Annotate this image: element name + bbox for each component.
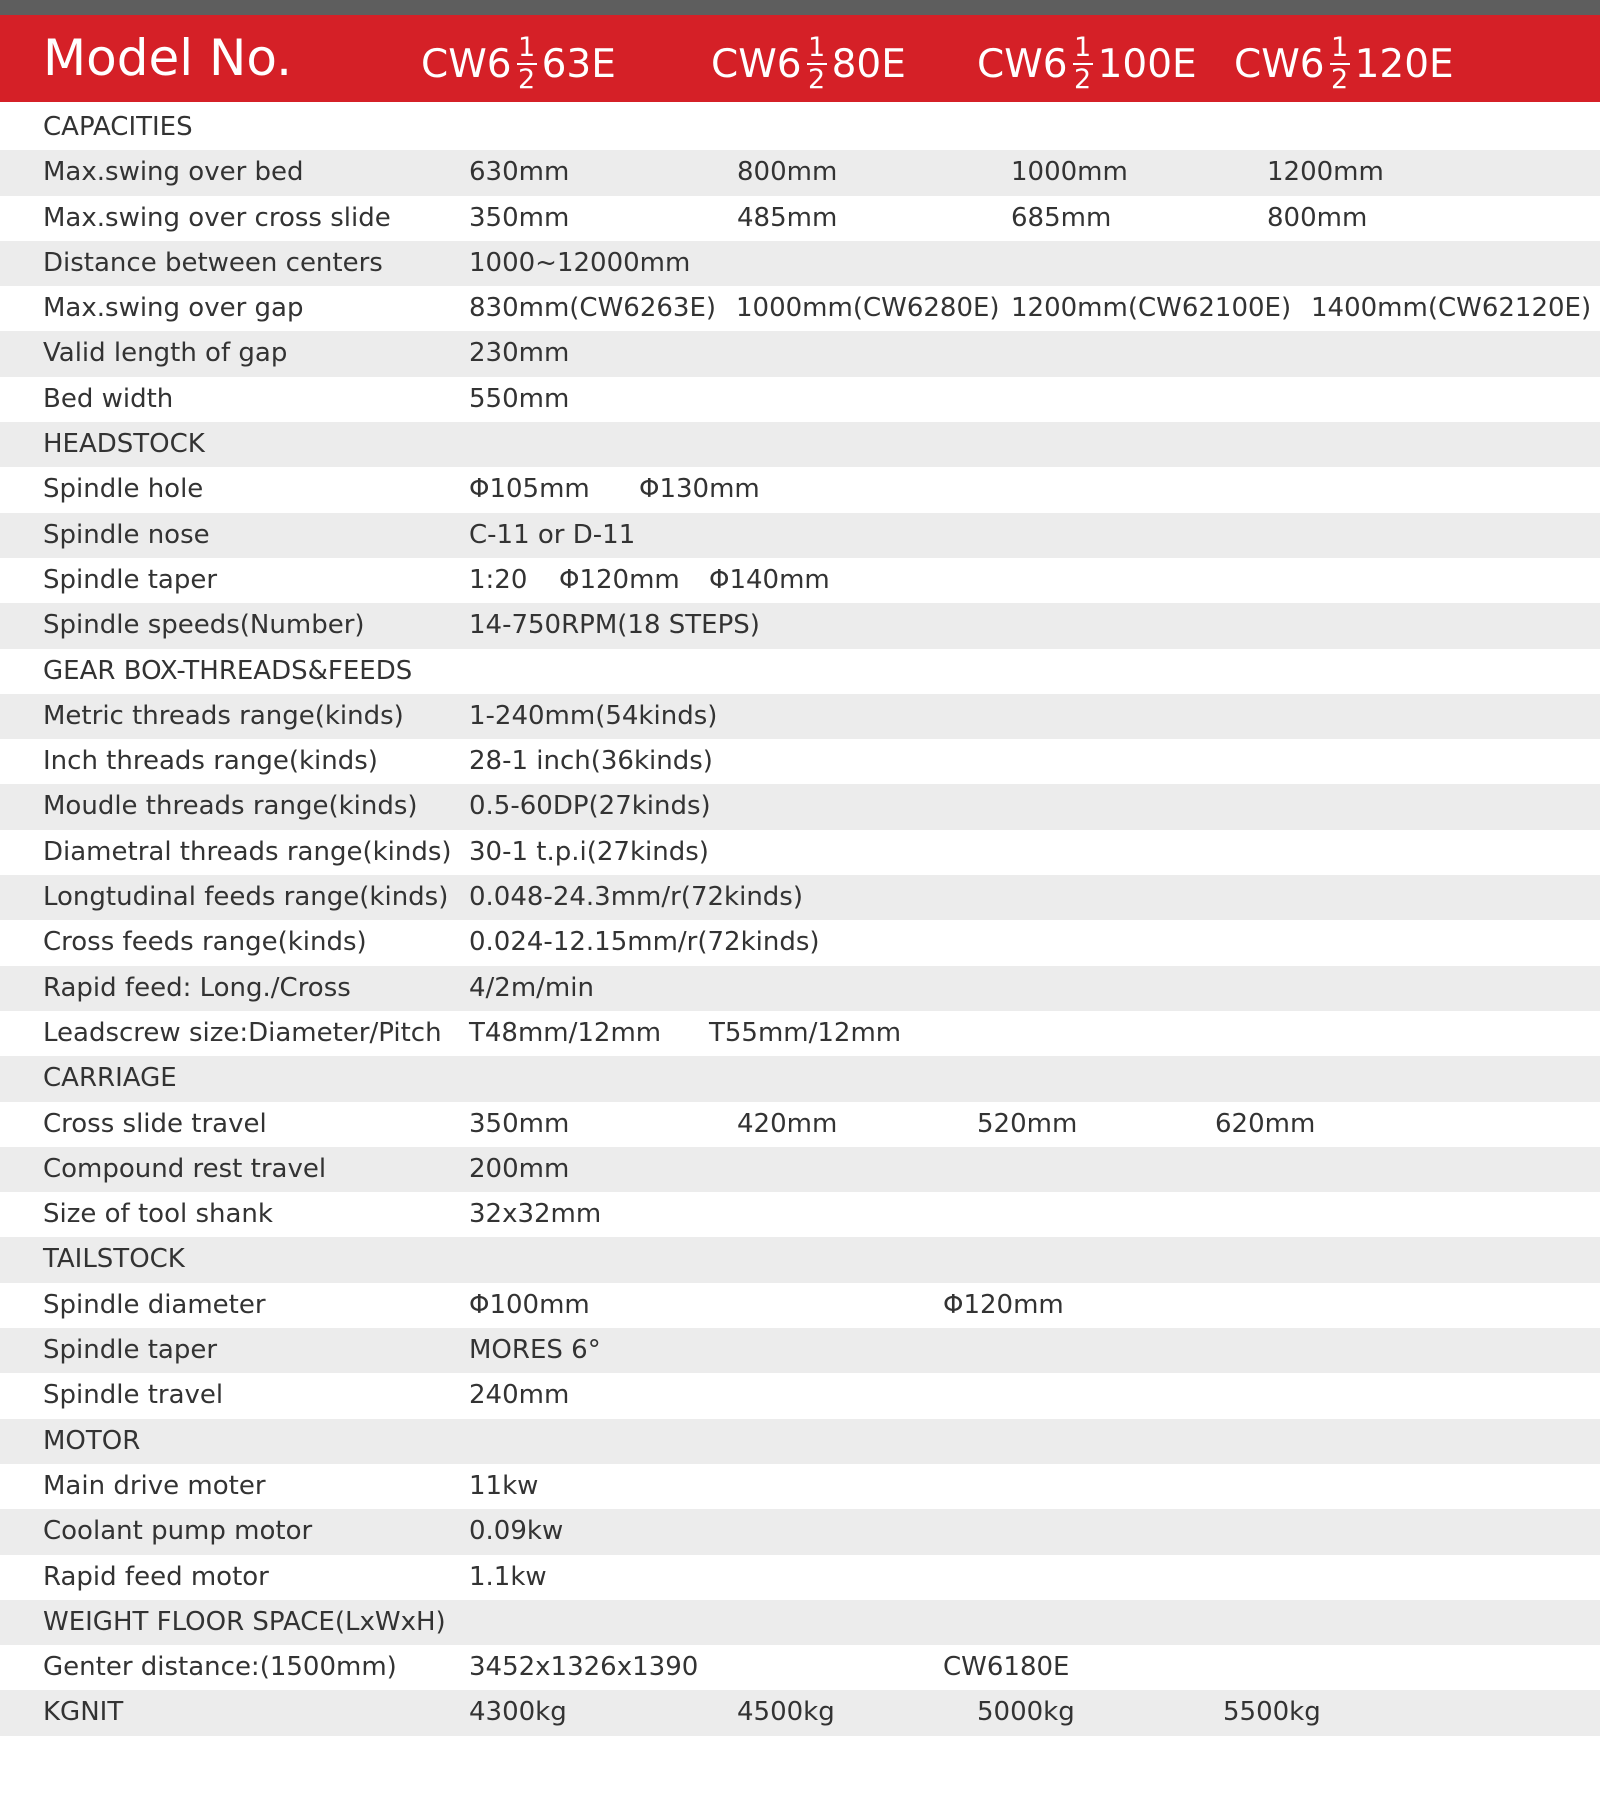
spec-value: 0.09kw	[469, 1516, 564, 1547]
fraction-denominator: 2	[808, 64, 826, 95]
table-row	[0, 513, 1600, 558]
spec-value: 800mm	[1267, 202, 1368, 233]
spec-label: Spindle taper	[43, 1335, 218, 1366]
top-strip	[0, 0, 1600, 15]
section-title: CAPACITIES	[43, 112, 193, 142]
spec-value: 1-240mm(54kinds)	[469, 700, 718, 731]
model-no-label: Model No.	[43, 29, 293, 87]
model-prefix: CW6	[711, 41, 802, 87]
spec-label: Distance between centers	[43, 247, 383, 278]
table-row	[0, 875, 1600, 920]
spec-value: 230mm	[469, 338, 570, 369]
table-row	[0, 1509, 1600, 1554]
spec-value: MORES 6°	[469, 1335, 601, 1366]
section-header	[0, 1056, 1600, 1101]
table-row	[0, 150, 1600, 195]
table-row	[0, 331, 1600, 376]
table-row	[0, 1555, 1600, 1600]
spec-value: C-11 or D-11	[469, 519, 636, 550]
model-cw62120e	[1234, 33, 1454, 95]
spec-value: 3452x1326x1390	[469, 1652, 699, 1683]
spec-label: Spindle taper	[43, 564, 218, 595]
table-row	[0, 1645, 1600, 1690]
spec-label: Metric threads range(kinds)	[43, 700, 404, 731]
spec-label: Spindle speeds(Number)	[43, 610, 365, 641]
spec-value: 485mm	[737, 202, 838, 233]
spec-label: Longtudinal feeds range(kinds)	[43, 882, 449, 913]
spec-value: 4500kg	[737, 1697, 835, 1728]
table-row	[0, 1147, 1600, 1192]
spec-value: 350mm	[469, 202, 570, 233]
spec-value: Φ105mm	[469, 474, 590, 505]
model-suffix: 120E	[1354, 41, 1454, 87]
model-cw6263e	[421, 33, 616, 95]
fraction-denominator: 2	[518, 64, 536, 95]
spec-value: 4300kg	[469, 1697, 567, 1728]
spec-label: Cross slide travel	[43, 1108, 267, 1139]
spec-label: Spindle travel	[43, 1380, 224, 1411]
fraction-numerator: 1	[808, 32, 826, 63]
spec-value: 240mm	[469, 1380, 570, 1411]
spec-value: 620mm	[1215, 1108, 1316, 1139]
spec-value: 4/2m/min	[469, 972, 594, 1003]
table-row	[0, 286, 1600, 331]
fraction-numerator: 1	[1331, 32, 1349, 63]
spec-label: Valid length of gap	[43, 338, 288, 369]
table-row	[0, 1464, 1600, 1509]
spec-value: CW6180E	[943, 1652, 1070, 1683]
table-row	[0, 1192, 1600, 1237]
spec-label: Rapid feed: Long./Cross	[43, 972, 351, 1003]
spec-value: 1000mm	[1011, 157, 1128, 188]
spec-value: 30-1 t.p.i(27kinds)	[469, 836, 709, 867]
section-title: TAILSTOCK	[43, 1244, 185, 1275]
spec-value: 0.048-24.3mm/r(72kinds)	[469, 882, 803, 913]
spec-value: 1200mm(CW62100E)	[1011, 293, 1292, 324]
spec-value: 200mm	[469, 1153, 570, 1184]
section-header	[0, 1419, 1600, 1464]
spec-label: Bed width	[43, 383, 174, 414]
spec-value: 5500kg	[1223, 1697, 1321, 1728]
model-fraction	[517, 33, 537, 95]
table-row	[0, 1690, 1600, 1735]
section-header	[0, 1237, 1600, 1282]
table-row	[0, 1328, 1600, 1373]
section-title: CARRIAGE	[43, 1063, 177, 1094]
table-row	[0, 739, 1600, 784]
table-row	[0, 966, 1600, 1011]
fraction-numerator: 1	[518, 32, 536, 63]
spec-label: Diametral threads range(kinds)	[43, 836, 452, 867]
spec-label: Size of tool shank	[43, 1199, 273, 1230]
fraction-denominator: 2	[1331, 64, 1349, 95]
section-header	[0, 649, 1600, 694]
table-row	[0, 1373, 1600, 1418]
spec-label: Max.swing over bed	[43, 157, 304, 188]
table-row	[0, 1011, 1600, 1056]
model-prefix: CW6	[1234, 41, 1325, 87]
fraction-denominator: 2	[1074, 64, 1092, 95]
spec-value: Φ120mm	[559, 564, 680, 595]
spec-value: 32x32mm	[469, 1199, 602, 1230]
spec-label: Compound rest travel	[43, 1153, 327, 1184]
spec-value: 800mm	[737, 157, 838, 188]
spec-value: 520mm	[977, 1108, 1078, 1139]
table-row	[0, 558, 1600, 603]
section-title: HEADSTOCK	[43, 429, 205, 460]
model-cw62100e	[977, 33, 1197, 95]
model-fraction	[1073, 33, 1093, 95]
spec-value: 630mm	[469, 157, 570, 188]
spec-value: Φ120mm	[943, 1289, 1064, 1320]
table-row	[0, 784, 1600, 829]
spec-label: Max.swing over cross slide	[43, 202, 391, 233]
table-row	[0, 694, 1600, 739]
section-header	[0, 105, 1600, 150]
spec-label: Spindle hole	[43, 474, 204, 505]
spec-label: Cross feeds range(kinds)	[43, 927, 367, 958]
spec-value: 1000mm(CW6280E)	[736, 293, 1000, 324]
model-suffix: 63E	[541, 41, 616, 87]
spec-table	[0, 105, 1600, 1736]
spec-value: 0.024-12.15mm/r(72kinds)	[469, 927, 820, 958]
spec-value: 1:20	[469, 564, 528, 595]
spec-value: 0.5-60DP(27kinds)	[469, 791, 711, 822]
spec-value: 1200mm	[1267, 157, 1384, 188]
spec-label: Moudle threads range(kinds)	[43, 791, 418, 822]
spec-label: KGNIT	[43, 1697, 124, 1728]
spec-label: Inch threads range(kinds)	[43, 746, 378, 777]
model-cw6280e	[711, 33, 906, 95]
spec-label: Genter distance:(1500mm)	[43, 1652, 397, 1683]
spec-value: 1000~12000mm	[469, 247, 691, 278]
table-row	[0, 603, 1600, 648]
section-header	[0, 1600, 1600, 1645]
spec-value: Φ130mm	[639, 474, 760, 505]
spec-value: Φ100mm	[469, 1289, 590, 1320]
model-fraction	[807, 33, 827, 95]
table-row	[0, 830, 1600, 875]
spec-label: Spindle diameter	[43, 1289, 266, 1320]
table-row	[0, 196, 1600, 241]
spec-label: Leadscrew size:Diameter/Pitch	[43, 1017, 442, 1048]
spec-label: Spindle nose	[43, 519, 210, 550]
spec-value: 550mm	[469, 383, 570, 414]
spec-value: 420mm	[737, 1108, 838, 1139]
spec-label: Rapid feed motor	[43, 1561, 269, 1592]
table-row	[0, 467, 1600, 512]
table-row	[0, 241, 1600, 286]
table-row	[0, 920, 1600, 965]
spec-value: 350mm	[469, 1108, 570, 1139]
section-title: WEIGHT FLOOR SPACE(LxWxH)	[43, 1606, 446, 1637]
model-fraction	[1330, 33, 1350, 95]
table-row	[0, 1283, 1600, 1328]
spec-value: Φ140mm	[709, 564, 830, 595]
model-prefix: CW6	[977, 41, 1068, 87]
spec-value: 1.1kw	[469, 1561, 547, 1592]
spec-value: 1400mm(CW62120E)	[1311, 293, 1592, 324]
model-suffix: 100E	[1097, 41, 1197, 87]
fraction-numerator: 1	[1074, 32, 1092, 63]
spec-value: 14-750RPM(18 STEPS)	[469, 610, 760, 641]
section-title: GEAR BOX-THREADS&FEEDS	[43, 655, 413, 686]
table-row	[0, 377, 1600, 422]
spec-label: Max.swing over gap	[43, 293, 304, 324]
spec-label: Main drive moter	[43, 1470, 266, 1501]
section-header	[0, 422, 1600, 467]
model-header	[0, 15, 1600, 102]
spec-value: 685mm	[1011, 202, 1112, 233]
spec-label: Coolant pump motor	[43, 1516, 313, 1547]
table-row	[0, 1102, 1600, 1147]
section-title: MOTOR	[43, 1425, 141, 1456]
spec-value: 11kw	[469, 1470, 539, 1501]
spec-value: T48mm/12mm	[469, 1017, 662, 1048]
spec-value: 830mm(CW6263E)	[469, 293, 717, 324]
spec-value: 5000kg	[977, 1697, 1075, 1728]
model-suffix: 80E	[831, 41, 906, 87]
spec-value: T55mm/12mm	[709, 1017, 902, 1048]
model-prefix: CW6	[421, 41, 512, 87]
spec-value: 28-1 inch(36kinds)	[469, 746, 713, 777]
